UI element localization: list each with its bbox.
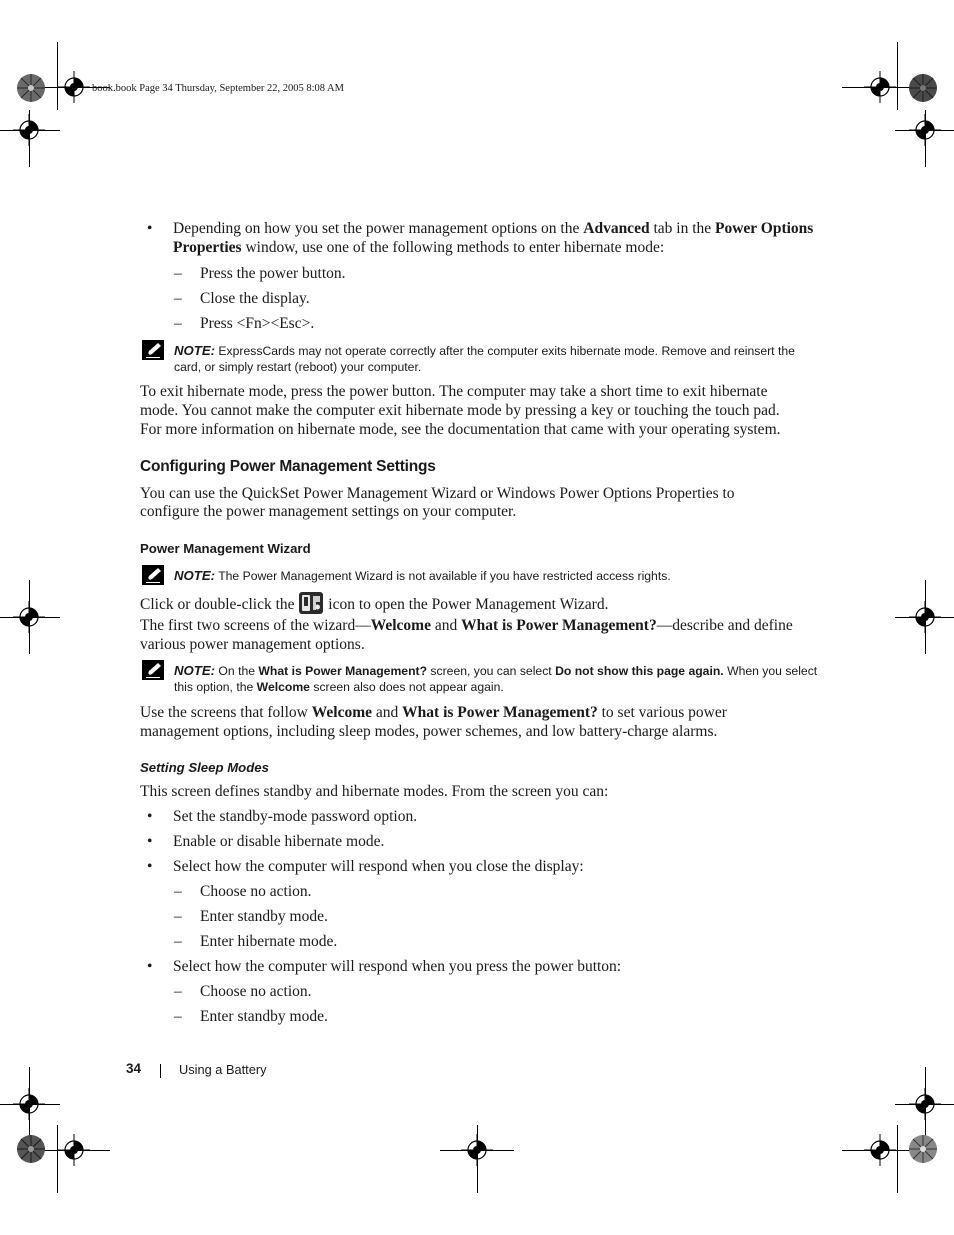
bullet-glyph: • bbox=[147, 808, 153, 825]
color-rosette-icon bbox=[908, 1134, 938, 1164]
text-run: tab in the bbox=[649, 220, 716, 237]
color-rosette-icon bbox=[908, 73, 938, 103]
registration-mark-icon bbox=[909, 114, 941, 146]
ui-term: What is Power Management? bbox=[402, 704, 598, 721]
list-item: Enter hibernate mode. bbox=[200, 933, 338, 950]
text-run: and bbox=[430, 617, 462, 634]
list-item: Select how the computer will respond when you press the power button: bbox=[173, 958, 622, 975]
bullet-glyph: • bbox=[147, 833, 153, 850]
registration-mark-icon bbox=[864, 71, 896, 103]
paragraph-line: management options, including sleep modes, power schemes, and low battery-charge alarms. bbox=[140, 723, 718, 740]
ui-term: Welcome bbox=[370, 617, 431, 634]
dash-glyph: – bbox=[174, 983, 182, 1000]
footer-divider bbox=[160, 1064, 161, 1078]
intro-bullet-line2 bbox=[173, 238, 664, 257]
paragraph-line bbox=[140, 616, 793, 635]
running-footer-title: Using a Battery bbox=[179, 1062, 267, 1077]
text-run: screen, you can select bbox=[427, 664, 556, 678]
paragraph-line: mode. You cannot make the computer exit hibernate mode by pressing a key or touching the touch pad. bbox=[140, 402, 780, 419]
bullet-glyph: • bbox=[147, 220, 153, 237]
note-text: The Power Management Wizard is not available if you have restricted access rights. bbox=[218, 569, 671, 583]
list-item: Enter standby mode. bbox=[200, 1008, 328, 1025]
dash-glyph: – bbox=[174, 315, 182, 332]
paragraph-line: various power management options. bbox=[140, 636, 365, 653]
list-item: Select how the computer will respond when you close the display: bbox=[173, 858, 584, 875]
dash-glyph: – bbox=[174, 883, 182, 900]
click-instruction bbox=[140, 591, 608, 615]
registration-mark-icon bbox=[13, 601, 45, 633]
text-run: and bbox=[372, 704, 403, 721]
list-item: Press <Fn><Esc>. bbox=[200, 315, 315, 332]
intro-bullet-line1 bbox=[173, 219, 813, 238]
paragraph-line: This screen defines standby and hibernate modes. From the screen you can: bbox=[140, 783, 609, 800]
text-run: Click or double-click the bbox=[140, 596, 299, 613]
crop-line bbox=[897, 1125, 898, 1193]
registration-mark-icon bbox=[909, 1088, 941, 1120]
note-line bbox=[174, 679, 504, 696]
text-run: Use the screens that follow bbox=[140, 704, 312, 721]
registration-mark-icon bbox=[13, 114, 45, 146]
ui-term: What is Power Management? bbox=[461, 617, 657, 634]
subsection-heading: Power Management Wizard bbox=[140, 541, 311, 556]
ui-term: Welcome bbox=[311, 704, 373, 721]
note-pencil-icon bbox=[142, 565, 164, 585]
list-item: Press the power button. bbox=[200, 265, 346, 282]
note-line bbox=[174, 662, 817, 680]
crop-line bbox=[897, 42, 898, 110]
list-item: Close the display. bbox=[200, 290, 310, 307]
text-run: —describe and define bbox=[656, 617, 793, 634]
registration-mark-icon bbox=[461, 1134, 493, 1166]
color-rosette-icon bbox=[16, 1134, 46, 1164]
note-pencil-icon bbox=[142, 660, 164, 680]
text-run: When you select bbox=[723, 664, 818, 678]
dash-glyph: – bbox=[174, 933, 182, 950]
note-line bbox=[174, 342, 795, 360]
quickset-icon[interactable] bbox=[298, 591, 324, 615]
ui-term: Advanced bbox=[583, 220, 650, 237]
note-text: ExpressCards may not operate correctly after the computer exits hibernate mode. Remove and reinsert the bbox=[218, 344, 795, 358]
ui-term: Properties bbox=[173, 239, 242, 256]
list-item: Choose no action. bbox=[200, 983, 312, 1000]
text-run: to set various power bbox=[597, 704, 727, 721]
section-heading: Configuring Power Management Settings bbox=[140, 458, 436, 475]
text-run: The first two screens of the wizard— bbox=[140, 617, 371, 634]
note-line: card, or simply restart (reboot) your computer. bbox=[174, 360, 422, 374]
list-item: Choose no action. bbox=[200, 883, 312, 900]
text-run: icon to open the Power Management Wizard. bbox=[324, 596, 609, 613]
list-item: Set the standby-mode password option. bbox=[173, 808, 418, 825]
list-item: Enable or disable hibernate mode. bbox=[173, 833, 385, 850]
paragraph-line: To exit hibernate mode, press the power button. The computer may take a short time to exit hibernate bbox=[140, 383, 768, 400]
page-number: 34 bbox=[126, 1061, 142, 1076]
color-rosette-icon bbox=[16, 73, 46, 103]
dash-glyph: – bbox=[174, 1008, 182, 1025]
dash-glyph: – bbox=[174, 265, 182, 282]
note-label: NOTE: bbox=[174, 663, 216, 678]
registration-mark-icon bbox=[864, 1134, 896, 1166]
ui-term: Power Options bbox=[715, 220, 814, 237]
paragraph-line: For more information on hibernate mode, see the documentation that came with your operating system. bbox=[140, 421, 781, 438]
ui-term: What is Power Management? bbox=[258, 664, 428, 678]
note-pencil-icon bbox=[142, 340, 164, 360]
text-run: Depending on how you set the power management options on the bbox=[173, 220, 584, 237]
note-label: NOTE: bbox=[174, 568, 216, 583]
text-run: window, use one of the following methods to enter hibernate mode: bbox=[241, 239, 665, 256]
paragraph-line: configure the power management settings on your computer. bbox=[140, 503, 517, 520]
paragraph-line: You can use the QuickSet Power Management Wizard or Windows Power Options Properties to bbox=[140, 485, 735, 502]
note-line bbox=[174, 567, 671, 585]
ui-term: Welcome bbox=[256, 680, 310, 694]
bullet-glyph: • bbox=[147, 958, 153, 975]
registration-mark-icon bbox=[13, 1088, 45, 1120]
bullet-glyph: • bbox=[147, 858, 153, 875]
paragraph-line bbox=[140, 703, 727, 722]
text-run: screen also does not appear again. bbox=[309, 680, 504, 694]
registration-mark-icon bbox=[58, 71, 90, 103]
note-label: NOTE: bbox=[174, 343, 216, 358]
registration-mark-icon bbox=[58, 1134, 90, 1166]
list-item: Enter standby mode. bbox=[200, 908, 328, 925]
print-slug: book.book Page 34 Thursday, September 22, 2005 8:08 AM bbox=[92, 83, 344, 94]
registration-mark-icon bbox=[909, 601, 941, 633]
text-run: this option, the bbox=[174, 680, 257, 694]
subsubsection-heading: Setting Sleep Modes bbox=[140, 760, 269, 775]
text-run: On the bbox=[218, 664, 259, 678]
dash-glyph: – bbox=[174, 908, 182, 925]
dash-glyph: – bbox=[174, 290, 182, 307]
ui-term: Do not show this page again. bbox=[555, 664, 724, 678]
